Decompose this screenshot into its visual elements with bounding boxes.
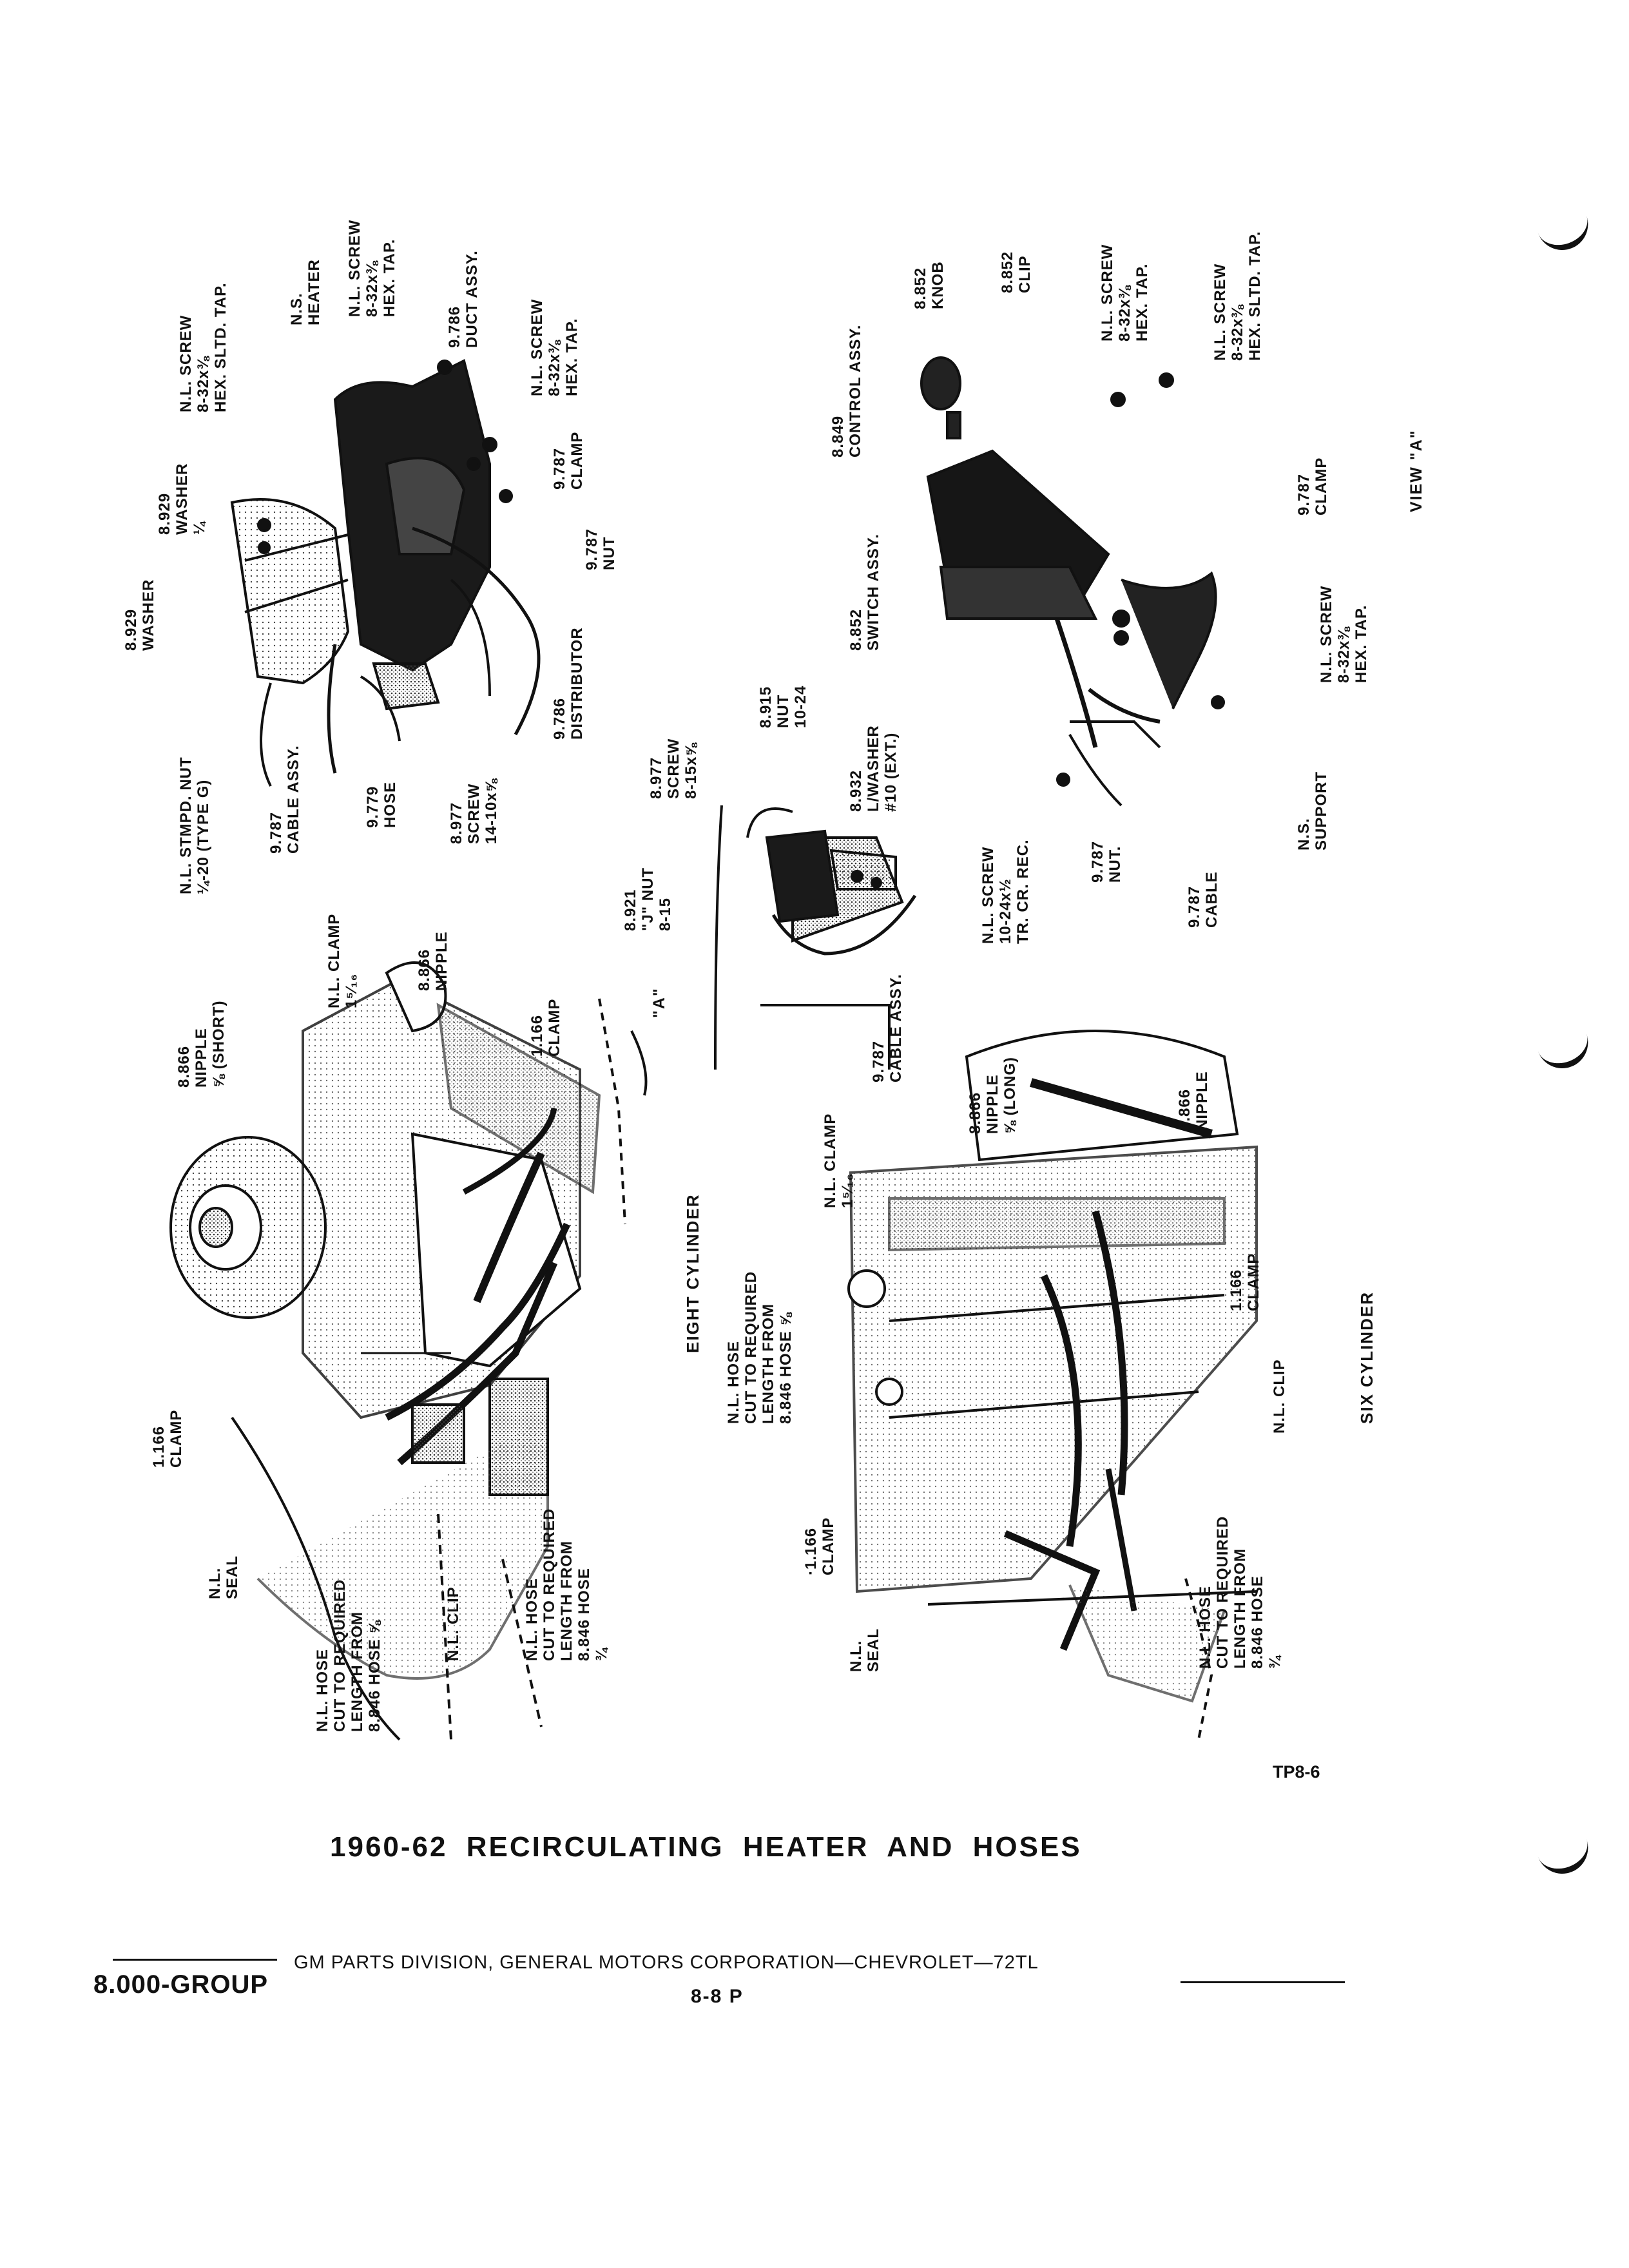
callout-nl-hose-six-a: N.L. HOSE CUT TO REQUIRED LENGTH FROM 8.846 HOSE ⅝ bbox=[725, 1271, 795, 1424]
figure-id: TP8-6 bbox=[1273, 1762, 1320, 1782]
callout-cable-assy-mount: 9.787 CABLE ASSY. bbox=[870, 974, 905, 1082]
callout-nut-view-a: 9.787 NUT. bbox=[1089, 840, 1124, 883]
view-a-section-label: VIEW "A" bbox=[1407, 429, 1425, 512]
callout-nl-stmpd-nut: N.L. STMPD. NUT ¼-20 (TYPE G) bbox=[177, 756, 212, 894]
callout-nipple-8866-eight: 8.866 NIPPLE bbox=[416, 931, 450, 991]
callout-nut-9787-heater: 9.787 NUT bbox=[583, 528, 618, 570]
callout-hose-9779: 9.779 HOSE bbox=[364, 781, 399, 828]
callout-cable-assy-heater: 9.787 CABLE ASSY. bbox=[267, 745, 302, 854]
callout-clamp-1166-six-bottom: ·1.166 CLAMP bbox=[802, 1517, 837, 1575]
callout-j-nut: 8.921 "J" NUT 8-15 bbox=[622, 867, 674, 931]
six-cylinder-section-label: SIX CYLINDER bbox=[1357, 1291, 1376, 1424]
footer-rule-left bbox=[113, 1959, 277, 1961]
callout-nipple-8866-short: 8.866 NIPPLE ⅝ (SHORT) bbox=[175, 1000, 227, 1088]
callout-view-a-reference: "A" bbox=[650, 987, 668, 1018]
callout-washer-8929-b: 8.929 WASHER ¼ bbox=[156, 463, 208, 535]
callout-nl-clip-six: N.L. CLIP bbox=[1271, 1359, 1288, 1434]
callout-nl-clip-eight: N.L. CLIP bbox=[445, 1586, 462, 1661]
six-cylinder-illustration bbox=[849, 1031, 1257, 1740]
callout-nl-screw-heater-a: N.L. SCREW 8-32x⅜ HEX. SLTD. TAP. bbox=[177, 282, 229, 412]
eight-cylinder-section-label: EIGHT CYLINDER bbox=[683, 1193, 702, 1353]
callout-lwasher-8932: 8.932 L/WASHER #10 (EXT.) bbox=[847, 725, 900, 812]
callout-nl-screw-mount: N.L. SCREW 10-24x½ TR. CR. REC. bbox=[979, 839, 1032, 944]
callout-nl-hose-eight-a: N.L. HOSE CUT TO REQUIRED LENGTH FROM 8.846 HOSE ⅝ bbox=[314, 1579, 383, 1732]
footer-rule-right bbox=[1181, 1981, 1345, 1983]
callout-nipple-long: 8.866 NIPPLE ⅝ (LONG) bbox=[967, 1057, 1019, 1134]
page-title: 1960-62 RECIRCULATING HEATER AND HOSES bbox=[330, 1831, 1082, 1863]
callout-distributor: 9.786 DISTRIBUTOR bbox=[551, 627, 586, 740]
view-a-illustration bbox=[921, 358, 1224, 805]
callout-nut-8915: 8.915 NUT 10-24 bbox=[757, 685, 809, 728]
callout-screw-8977-heater: 8.977 SCREW 14-10x⅝ bbox=[448, 778, 500, 844]
callout-clip-8852: 8.852 CLIP bbox=[999, 251, 1034, 293]
footer-group: 8.000-GROUP bbox=[93, 1970, 269, 1999]
callout-nl-hose-eight-b: N.L. HOSE CUT TO REQUIRED LENGTH FROM 8.846 HOSE ¾ bbox=[523, 1508, 610, 1661]
heater-illustration bbox=[232, 361, 539, 786]
callout-nl-seal-eight: N.L. SEAL bbox=[206, 1555, 241, 1599]
callout-nl-hose-six-b: N.L. HOSE CUT TO REQUIRED LENGTH FROM 8.846 HOSE ¾ bbox=[1197, 1515, 1284, 1669]
callout-clamp-1166-six-top: 1.166 CLAMP bbox=[1228, 1253, 1262, 1311]
callout-ns-heater: N.S. HEATER bbox=[288, 259, 323, 325]
callout-knob: 8.852 KNOB bbox=[912, 261, 947, 309]
footer-page-number: 8-8 P bbox=[691, 1986, 744, 2007]
callout-nl-screw-view-a: N.L. SCREW 8-32x⅜ HEX. TAP. bbox=[1099, 244, 1151, 341]
callout-nl-clamp-six: N.L. CLAMP 1⁵⁄₁₆ bbox=[822, 1113, 856, 1208]
callout-nl-screw-heater-c: N.L. SCREW 8-32x⅜ HEX. TAP. bbox=[528, 298, 581, 396]
callout-control-assy: 8.849 CONTROL ASSY. bbox=[829, 324, 864, 457]
callout-clamp-1166-eight-bottom: 1.166 CLAMP bbox=[528, 998, 563, 1057]
callout-support: N.S. SUPPORT bbox=[1295, 771, 1330, 850]
callout-switch-assy: 8.852 SWITCH ASSY. bbox=[847, 533, 882, 651]
callout-nipple-six: 8.866 NIPPLE bbox=[1176, 1071, 1211, 1131]
callout-clamp-9787-heater: 9.787 CLAMP bbox=[551, 431, 586, 490]
callout-nl-clamp-eight: N.L. CLAMP 1⁵⁄₁₆ bbox=[325, 913, 360, 1008]
callout-screw-8977-mount: 8.977 SCREW 8-15x⅝ bbox=[648, 738, 700, 799]
callout-washer-8929-a: 8.929 WASHER bbox=[122, 579, 157, 651]
callout-duct-assy: 9.786 DUCT ASSY. bbox=[446, 250, 481, 348]
callout-nl-screw-view-c: N.L. SCREW 8-32x⅜ HEX. TAP. bbox=[1318, 585, 1370, 683]
callout-clamp-view-a: 9.787 CLAMP bbox=[1295, 457, 1330, 515]
callout-nl-screw-view-b: N.L. SCREW 8-32x⅜ HEX. SLTD. TAP. bbox=[1211, 231, 1264, 361]
callout-cable-view-a: 9.787 CABLE bbox=[1186, 871, 1220, 928]
callout-clamp-1166-eight-top: 1.166 CLAMP bbox=[150, 1409, 185, 1468]
callout-nl-screw-heater-b: N.L. SCREW 8-32x⅜ HEX. TAP. bbox=[346, 219, 398, 317]
footer-division: GM PARTS DIVISION, GENERAL MOTORS CORPORATION—CHEVROLET—72TL bbox=[294, 1952, 1039, 1973]
callout-nl-seal-six: N.L. SEAL bbox=[847, 1628, 882, 1672]
